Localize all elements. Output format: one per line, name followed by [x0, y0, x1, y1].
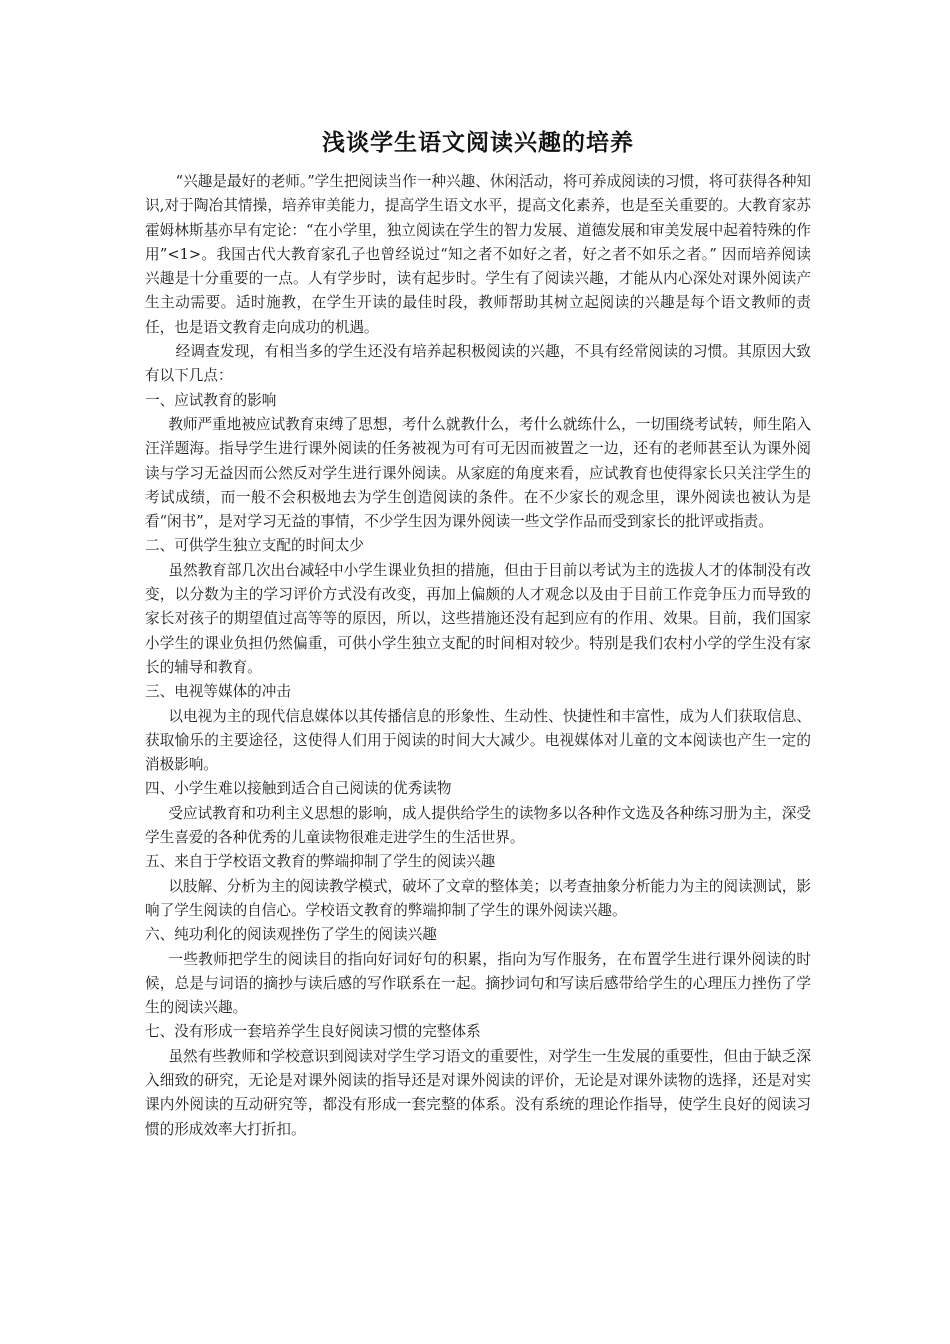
section-body: 虽然有些教师和学校意识到阅读对学生学习语文的重要性，对学生一生发展的重要性，但由于缺乏深入细致的研究，无论是对课外阅读的指导还是对课外阅读的评价，无论是对课外读物的选择，还是对实课内外阅读的互动研究等，都没有形成一套完整的体系。没有系统的理论作指导，使学生良好的阅读习惯的形成效率大打折扣。 — [145, 1047, 811, 1138]
section-heading: 五、来自于学校语文教育的弊端抑制了学生的阅读兴趣 — [145, 853, 496, 871]
intro-paragraph-1: “兴趣是最好的老师。”学生把阅读当作一种兴趣、休闲活动，将可养成阅读的习惯，将可获得各种知识,对于陶冶其情操，培养审美能力，提高学生语文水平，提高文化素养，也是至关重要的。大教育家苏霍姆林斯基亦早有定论：“在小学里，独立阅读在学生的智力发展、道德发展和审美发展中起着特殊的作用”<1>。我国古代大教育家孔子也曾经说过“知之者不如好之者，好之者不如乐之者。” 因而培养阅读兴趣是十分重要的一点。人有学步时，读有起步时。学生有了阅读兴趣，才能从内心深处对课外阅读产生主动需要。适时施教，在学生开读的最佳时段，教师帮助其树立起阅读的兴趣是每个语文教师的责任，也是语文教育走向成功的机遇。 — [145, 173, 811, 336]
section-3 — [145, 680, 811, 777]
section-body: 受应试教育和功利主义思想的影响，成人提供给学生的读物多以各种作文选及各种练习册为主，深受学生喜爱的各种优秀的儿童读物很难走进学生的生活世界。 — [145, 804, 811, 847]
document-title: 浅谈学生语文阅读兴趣的培养 — [322, 130, 634, 156]
section-body: 以电视为主的现代信息媒体以其传播信息的形象性、生动性、快捷性和丰富性，成为人们获取信息、获取愉乐的主要途径，这使得人们用于阅读的时间大大减少。电视媒体对儿童的文本阅读也产生一定的消极影响。 — [145, 707, 811, 774]
section-7 — [145, 1020, 811, 1141]
section-body: 以肢解、分析为主的阅读教学模式，破坏了文章的整体美；以考查抽象分析能力为主的阅读测试，影响了学生阅读的自信心。学校语文教育的弊端抑制了学生的课外阅读兴趣。 — [145, 877, 811, 919]
section-6 — [145, 923, 811, 1020]
section-body: 教师严重地被应试教育束缚了思想，考什么就教什么，考什么就练什么，一切围绕考试转，师生陷入汪洋题海。指导学生进行课外阅读的任务被视为可有可无因而被置之一边，还有的老师甚至认为课外阅读与学习无益因而公然反对学生进行课外阅读。从家庭的角度来看，应试教育也使得家长只关注学生的考试成绩，而一般不会积极地去为学生创造阅读的条件。在不少家长的观念里，课外阅读也被认为是看“闲书”，是对学习无益的事情，不少学生因为课外阅读一些文学作品而受到家长的批评或指责。 — [145, 415, 811, 531]
section-2 — [145, 534, 811, 680]
section-heading: 七、没有形成一套培养学生良好阅读习惯的完整体系 — [145, 1023, 481, 1041]
document-page — [145, 128, 811, 1142]
section-heading: 三、电视等媒体的冲击 — [145, 683, 291, 701]
intro-paragraph-2: 经调查发现，有相当多的学生还没有培养起积极阅读的兴趣，不具有经常阅读的习惯。其原因大致有以下几点： — [145, 343, 811, 385]
section-4 — [145, 777, 811, 850]
section-body: 虽然教育部几次出台减轻中小学生课业负担的措施，但由于目前以考试为主的选拔人才的体制没有改变，以分数为主的学习评价方式没有改变，再加上偏颇的人才观念以及由于目前工作竞争压力而导致的家长对孩子的期望值过高等等的原因，所以，这些措施还没有起到应有的作用、效果。目前，我们国家小学生的课业负担仍然偏重，可供小学生独立支配的时间相对较少。特别是我们农村小学的学生没有家长的辅导和教育。 — [145, 561, 811, 676]
section-heading: 六、纯功利化的阅读观挫伤了学生的阅读兴趣 — [145, 926, 437, 944]
section-5 — [145, 850, 811, 923]
section-body: 一些教师把学生的阅读目的指向好词好句的积累，指向为写作服务，在布置学生进行课外阅读的时候，总是与词语的摘抄与读后感的写作联系在一起。摘抄词句和写读后感带给学生的心理压力挫伤了学生的阅读兴趣。 — [145, 950, 811, 1017]
section-1 — [145, 389, 811, 535]
section-heading: 二、可供学生独立支配的时间太少 — [145, 537, 364, 555]
section-heading: 一、应试教育的影响 — [145, 391, 277, 409]
section-heading: 四、小学生难以接触到适合自己阅读的优秀读物 — [145, 780, 452, 798]
